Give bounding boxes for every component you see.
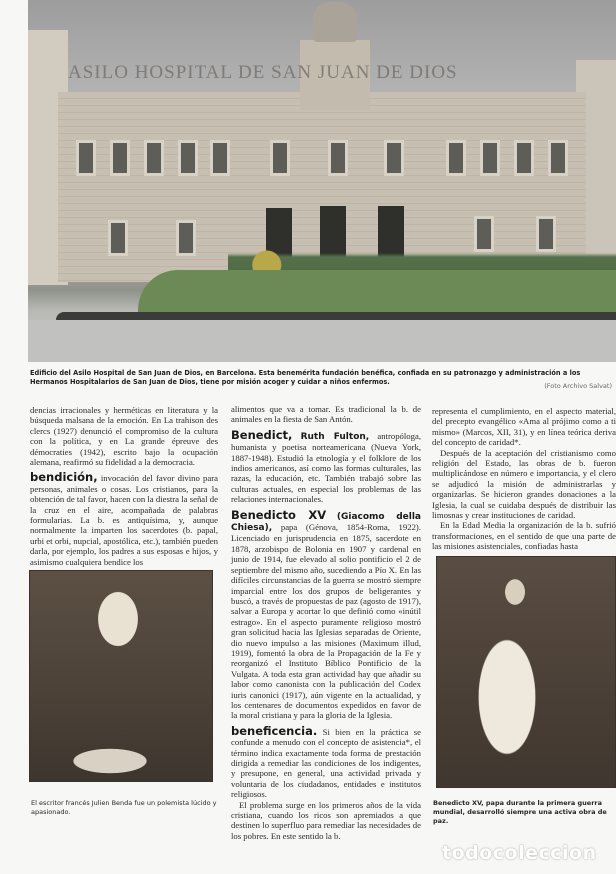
hospital-caption: Edificio del Asilo Hospital de San Juan de Dios, en Barcelona. Esta benemérita fundación benéfica, confiada en su patronazgo y administración a los Hermanos Hospitalarios de San Juan de Dios, tiene por misión acoger y cuidar a niños enfermos. — [30, 369, 581, 386]
entry-text: papa (Génova, 1854-Roma, 1922). Licenciado en jurisprudencia en 1875, sacerdote en 1878, arzobispo de Bolonia en 1907 y cardenal en junio de 1914, fue elevado al solio pontificio el 2 de septiembre del mismo año, sucediendo a Pío X. En las difíciles circunstancias de la guerra se mostró siempre imparcial entre los dos grupos de beligerantes y buscó, a través de propuestas de paz (agosto de 1917), salvar a Europa y acortar lo que definió como «inútil estrago». En el aspecto puramente religioso mostró gran solicitud hacia las Iglesias separadas de Oriente, dio nuevo impulso a las misiones (Maximum illud, 1919), fomentó la obra de la Propagación de la Fe y reorganizó el Instituto Bíblico Pontificio de la Vulgata. A toda esta gran actividad hay que añadir su labor como canonista con la publicación del Codex iuris canonici (1917), aún vigente en la actualidad, y los centenares de documentos expedidos en favor de la moral cristiana y para la gloria de la Iglesia. — [231, 522, 421, 721]
entry-subhead: (Giacomo della Chiesa), — [231, 511, 421, 534]
window — [514, 140, 534, 176]
entry-text: antropóloga, humanista y poetisa norteamericana (Nueva York, 1887-1948). Estudió la etnología y el folklore de los indios americanos, así como las formas culturales, las razas, la educación, etc. También trabajó sobre las culturas actuales, en especial los problemas de las relaciones internacionales. — [231, 430, 422, 505]
window — [110, 140, 130, 176]
garden-lawn — [138, 270, 616, 312]
window — [270, 140, 290, 176]
entry-headword: Benedict, — [231, 427, 293, 442]
benda-continuation: dencias irracionales y herméticas en literatura y la búsqueda malsana de la emoción. En La trahison des clercs (1927) denunció el compromiso de la cultura con la política, y en La grande épreuve des démocraties (1942), escrito bajo la ocupación alemana, reafirmó su fidelidad a la democracia. — [30, 405, 218, 468]
entry-subhead: Ruth Fulton, — [300, 431, 370, 442]
window — [108, 220, 128, 256]
photo-credit: (Foto Archivo Salvat) — [544, 382, 612, 390]
window — [480, 140, 500, 176]
entry-text: invocación del favor divino para personas, animales o cosas. Los cristianos, para la obtención de tal favor, hacen con la diestra la señal de la cruz en el aire, acompañada de palabras formularias. La b. es antiquísima, y, aunque normalmente la imparten los sacerdotes (b. papal, urbi et orbi, nupcial, apostólica, etc.), también pueden darla, por ejemplo, los padres a sus esposas e hijos, y asimismo cualquiera bendice los — [30, 473, 218, 567]
window — [328, 140, 348, 176]
window — [76, 140, 96, 176]
bendicion-continuation: alimentos que va a tomar. Es tradicional la b. de animales en la fiesta de San Antón. — [231, 404, 421, 425]
road — [28, 320, 616, 362]
benedict-xv-photo — [436, 556, 616, 788]
window — [446, 140, 466, 176]
pope-caption: Benedicto XV, papa durante la primera guerra mundial, desarrolló siempre una activa obra de paz. — [433, 799, 607, 825]
paragraph: En la Edad Media la organización de la b. sufrió transformaciones, en el sentido de que una parte de las misiones asistenciales, confiadas hasta — [432, 520, 616, 552]
hospital-photo — [28, 0, 616, 362]
column-3 — [432, 406, 616, 557]
entry-headword: beneficencia. — [231, 723, 318, 738]
window — [176, 220, 196, 256]
entry-bendicion — [30, 472, 218, 567]
entry-text-paragraph: El problema surge en los primeros años de la vida cristiana, cuando los ricos son apremiados a que destinen lo superfluo para remediar las necesidades de los pobres. En este sentido la b. — [231, 799, 421, 841]
paragraph: Después de la aceptación del cristianismo como religión del Estado, las obras de b. fueron multiplicándose en número e importancia, y el clero se adjudicó la misión de administrarlas y organizarlas. Se hicieron grandes donaciones a la Iglesia, la cual se cuidaba después de distribuir las limosnas y crear instituciones de caridad. — [432, 447, 616, 521]
entry-benedicto-xv — [231, 507, 421, 721]
statue-group — [313, 2, 357, 42]
watermark: todocoleccion — [442, 842, 597, 864]
paragraph: representa el cumplimiento, en el aspecto material, del precepto evangélico «Ama al prójimo como a ti mismo» (Marcos, XII, 31), y en línea teórica deriva del concepto de caridad*. — [432, 406, 616, 448]
window — [144, 140, 164, 176]
entry-beneficencia — [231, 723, 422, 800]
column-1 — [30, 405, 218, 572]
curb — [56, 312, 616, 320]
column-2 — [231, 404, 421, 846]
window — [384, 140, 404, 176]
entry-headword: Benedicto XV — [231, 507, 327, 522]
window — [210, 140, 230, 176]
entry-text: Si bien en la práctica se confunde a menudo con el concepto de asistencia*, el término indica exactamente toda forma de prestación dirigida a remediar las condiciones de los indigentes, y presupone, en general, una actividad privada y voluntaria de los ciudadanos, entidades e institutos religiosos. — [231, 726, 422, 800]
benda-caption: El escritor francés Julien Benda fue un polemista lúcido y apasionado. — [31, 799, 217, 816]
entry-headword: bendición, — [30, 470, 98, 485]
entry-benedict — [231, 427, 422, 505]
window — [548, 140, 568, 176]
window — [178, 140, 198, 176]
julien-benda-photo — [29, 570, 213, 782]
facade-sign: ASILO HOSPITAL DE SAN JUAN DE DIOS — [68, 62, 458, 83]
